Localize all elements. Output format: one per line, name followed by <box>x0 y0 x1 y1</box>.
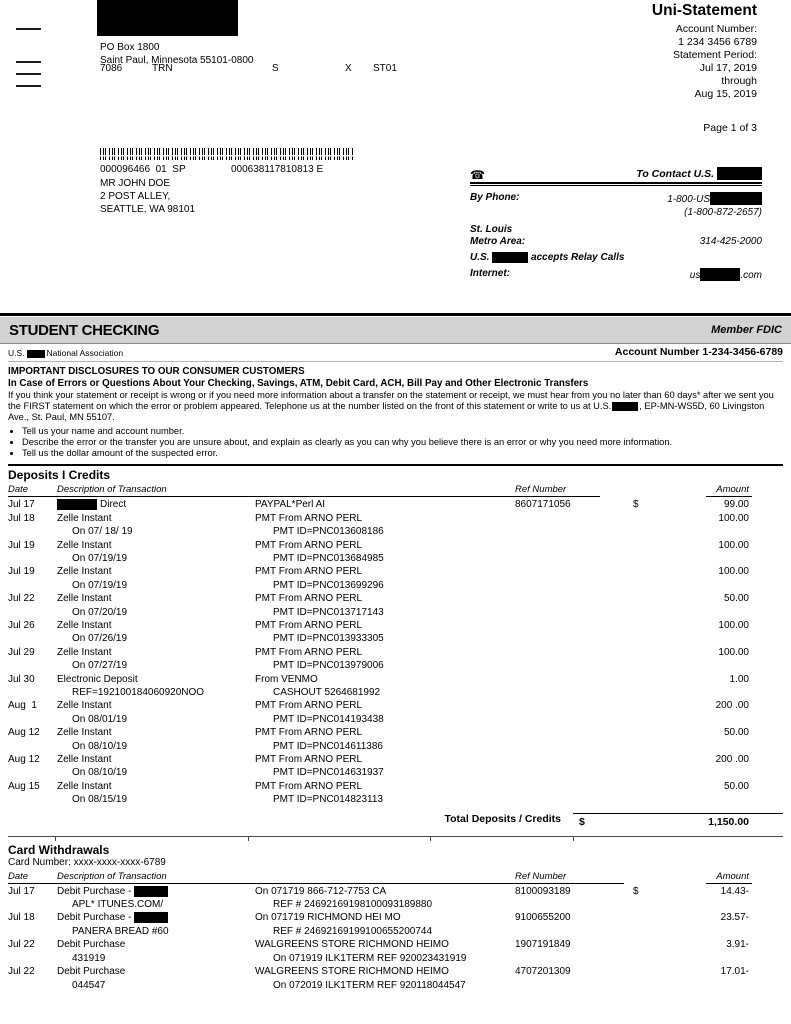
disclosures-bullets <box>12 426 783 460</box>
mail-mark <box>16 85 41 87</box>
currency-sign <box>633 592 647 619</box>
detail-line2: PMT ID=PNC013933305 <box>273 633 384 645</box>
description-line1: Zelle Instant <box>57 566 112 578</box>
contact-metro-row <box>470 236 762 247</box>
detail-line2: On 071919 ILK1TERM REF 920023431919 <box>273 952 467 964</box>
product-name: STUDENT CHECKING <box>9 321 160 339</box>
transaction-ref <box>515 592 633 619</box>
description-line1: Direct <box>57 499 126 510</box>
transaction-amount: 100.00 <box>718 646 749 658</box>
deposits-top-rule <box>8 464 783 466</box>
disclosures <box>8 366 783 459</box>
transaction-ref <box>515 619 633 646</box>
recipient-name: MR JOHN DOE <box>100 178 170 189</box>
bank-logo-redacted <box>97 0 238 36</box>
transaction-description <box>57 565 255 592</box>
mail-code: 7086 <box>100 63 123 74</box>
transaction-description <box>57 498 255 511</box>
col-ref: Ref Number <box>515 870 567 882</box>
band-top-rule <box>0 313 791 316</box>
sender-address <box>100 42 253 67</box>
description-line2: On 08/01/19 <box>72 713 128 725</box>
transaction-row <box>8 673 783 700</box>
contact-phone-alt-row <box>470 207 762 218</box>
region-line1: St. Louis <box>470 224 513 235</box>
detail-line1: PMT From ARNO PERL <box>255 539 363 551</box>
redacted-box <box>717 167 762 180</box>
transaction-description <box>57 885 255 912</box>
transaction-ref <box>515 512 633 539</box>
transaction-ref: 1907191849 <box>515 939 571 951</box>
mail-mark <box>16 61 41 63</box>
transaction-date: Jul 18 <box>8 512 35 524</box>
detail-line2: PMT ID=PNC013979006 <box>273 660 384 672</box>
transaction-description <box>57 512 255 539</box>
description-line1: Zelle Instant <box>57 593 112 605</box>
mail-code: X <box>345 63 352 74</box>
period-start: Jul 17, 2019 <box>699 62 757 74</box>
transaction-row <box>8 885 783 912</box>
statement-body <box>0 313 791 992</box>
disclosure-bullet: • Tell us your name and account number. <box>22 426 783 437</box>
transaction-row <box>8 646 783 673</box>
description-line2: On 07/26/19 <box>72 633 128 645</box>
description-line2: On 07/27/19 <box>72 660 128 672</box>
deposits-total-row <box>8 813 783 828</box>
contact-internet-row <box>470 268 762 281</box>
contact-phone-row <box>470 192 762 205</box>
description-line2: PANERA BREAD #60 <box>72 925 169 937</box>
detail-line2: REF # 24692169199100655200744 <box>273 925 433 937</box>
redacted-box <box>134 886 168 897</box>
currency-sign <box>633 938 647 965</box>
deposits-rows <box>8 498 783 806</box>
transaction-amount: 14.43- <box>720 885 749 897</box>
transaction-date: Aug 12 <box>8 727 40 739</box>
description-line1: Zelle Instant <box>57 727 112 739</box>
transaction-row <box>8 619 783 646</box>
transaction-row <box>8 699 783 726</box>
description-line1: Debit Purchase - <box>57 912 168 923</box>
contact-title-text: To Contact U.S. <box>636 168 715 180</box>
withdrawals-header-row <box>8 871 783 884</box>
section-separator <box>8 836 783 842</box>
address-barcode <box>100 148 353 160</box>
transaction-row <box>8 498 783 511</box>
transaction-date: Jul 22 <box>8 939 35 951</box>
deposits-header-row <box>8 484 783 497</box>
redacted-box <box>57 499 97 510</box>
detail-line2: PMT ID=PNC014631937 <box>273 767 384 779</box>
transaction-amount: 50.00 <box>723 593 749 605</box>
transaction-date: Jul 29 <box>8 646 35 658</box>
transaction-description <box>57 965 255 992</box>
transaction-description <box>57 619 255 646</box>
disclosure-bullet: • Describe the error or the transfer you are unsure about, and explain as clearly as you can why you believe there is an error or why you need more information. <box>22 437 783 448</box>
phone-value <box>667 192 762 205</box>
transaction-description <box>57 592 255 619</box>
currency-sign <box>633 565 647 592</box>
transaction-date: Jul 19 <box>8 566 35 578</box>
transaction-amount: 23.57- <box>720 912 749 924</box>
transaction-amount: 200 .00 <box>715 700 749 712</box>
transaction-date: Jul 22 <box>8 966 35 978</box>
currency-sign <box>633 512 647 539</box>
mail-mark <box>16 28 41 30</box>
disclosures-body-post: , EP-MN-WS5D, 60 Livingston Ave., St. Paul, MN 55107. <box>8 400 765 423</box>
contact-box <box>470 167 762 281</box>
detail-line1: PMT From ARNO PERL <box>255 646 363 658</box>
transaction-detail <box>255 780 515 807</box>
disclosures-body-pre: If you think your statement or receipt is wrong or if you need more information about a transfer on the statement or receipt, we must hear from you no later than 60 days* after we sent you the FIRST statement on which the error or problem appeared. Telephone us at the number listed on the front of this statement or write to us at U.S. <box>8 389 774 411</box>
relay-prefix: U.S. <box>470 252 490 263</box>
transaction-date: Jul 26 <box>8 619 35 631</box>
withdrawals-rows <box>8 885 783 992</box>
detail-line2: PMT ID=PNC013684985 <box>273 552 384 564</box>
transaction-amount: 100.00 <box>718 512 749 524</box>
detail-line1: PMT From ARNO PERL <box>255 700 363 712</box>
internet-prefix: us <box>689 270 701 281</box>
transaction-row <box>8 780 783 807</box>
transaction-amount: 50.00 <box>723 727 749 739</box>
detail-line1: WALGREENS STORE RICHMOND HEIMO <box>255 966 449 978</box>
description-line2: On 07/19/19 <box>72 579 128 591</box>
phone-icon: ☎ <box>470 168 485 182</box>
header-underline <box>8 883 624 884</box>
transaction-row <box>8 965 783 992</box>
currency-sign: $ <box>579 815 585 828</box>
description-line1: Zelle Instant <box>57 512 112 524</box>
detail-line2: On 072019 ILK1TERM REF 920118044547 <box>273 979 466 991</box>
transaction-row <box>8 512 783 539</box>
transaction-description <box>57 726 255 753</box>
transaction-amount: 3.91- <box>726 939 749 951</box>
header-underline <box>8 496 600 497</box>
detail-line2: PMT ID=PNC014193438 <box>273 713 384 725</box>
header-underline <box>706 883 752 884</box>
redacted-box <box>492 252 528 263</box>
detail-line2: PMT ID=PNC013608186 <box>273 526 384 538</box>
recipient-address <box>100 177 195 216</box>
mail-code: S <box>272 63 279 74</box>
routing-code-left: 000096466 01 SP <box>100 164 186 175</box>
detail-line2: CASHOUT 5264681992 <box>273 687 381 699</box>
currency-sign <box>633 699 647 726</box>
transaction-amount: 100.00 <box>718 539 749 551</box>
description-line2: On 07/20/19 <box>72 606 128 618</box>
detail-line2: PMT ID=PNC014823113 <box>273 794 383 806</box>
currency-sign: $ <box>633 885 639 897</box>
description-line1: Electronic Deposit <box>57 673 138 685</box>
detail-line1: PMT From ARNO PERL <box>255 593 363 605</box>
transaction-ref <box>515 780 633 807</box>
deposits-title: Deposits I Credits <box>8 468 111 483</box>
description-line1: Debit Purchase <box>57 966 126 978</box>
transaction-ref <box>515 565 633 592</box>
transaction-date: Aug 12 <box>8 754 40 766</box>
redacted-box <box>134 912 168 923</box>
transaction-row <box>8 726 783 753</box>
detail-line1: On 071719 866-712-7753 CA <box>255 885 387 897</box>
period-label: Statement Period: <box>672 49 757 61</box>
account-number-label: Account Number: <box>675 23 757 35</box>
description-line2: On 08/15/19 <box>72 794 128 806</box>
period-through: through <box>721 75 757 87</box>
detail-line1: On 071719 RICHMOND HEI MO <box>255 912 401 924</box>
transaction-detail <box>255 753 515 780</box>
detail-line1: From VENMO <box>255 673 318 685</box>
transaction-ref <box>515 673 633 700</box>
currency-sign <box>633 673 647 700</box>
description-line2: REF=192100184060920NOO <box>72 687 205 699</box>
transaction-description <box>57 938 255 965</box>
detail-line1: PAYPAL*Perl AI <box>255 499 326 511</box>
description-line2: On 08/10/19 <box>72 740 128 752</box>
sender-city: Saint Paul, Minnesota 55101-0800 <box>100 54 254 66</box>
description-line2: 044547 <box>72 979 106 991</box>
transaction-description <box>57 699 255 726</box>
redacted-box <box>700 268 740 281</box>
transaction-detail <box>255 498 515 511</box>
col-description: Description of Transaction <box>57 484 167 496</box>
currency-sign <box>633 780 647 807</box>
currency-sign <box>633 965 647 992</box>
card-number-line: Card Number: xxxx-xxxx-xxxx-6789 <box>8 856 166 868</box>
disclosures-heading: IMPORTANT DISCLOSURES TO OUR CONSUMER CUSTOMERS <box>8 366 305 377</box>
transaction-description <box>57 753 255 780</box>
sender-po-box: PO Box 1800 <box>100 42 160 53</box>
transaction-date: Jul 19 <box>8 539 35 551</box>
description-line2: On 08/10/19 <box>72 767 128 779</box>
detail-line1: PMT From ARNO PERL <box>255 727 363 739</box>
deposits-total-amount: 1,150.00 <box>708 815 749 828</box>
transaction-description <box>57 646 255 673</box>
metro-phone: 314-425-2000 <box>699 236 762 247</box>
transaction-row <box>8 592 783 619</box>
description-line1: Zelle Instant <box>57 700 112 712</box>
transaction-amount: 99.00 <box>723 499 749 511</box>
deposits-total-box <box>573 813 783 828</box>
transaction-detail <box>255 726 515 753</box>
transaction-date: Aug 1 <box>8 700 37 712</box>
by-phone-label: By Phone: <box>470 192 520 203</box>
col-amount: Amount <box>716 870 749 882</box>
currency-sign <box>633 646 647 673</box>
withdrawals-title: Card Withdrawals <box>8 842 110 857</box>
description-line1: Zelle Instant <box>57 754 112 766</box>
transaction-amount: 100.00 <box>718 566 749 578</box>
band-account-number: Account Number 1-234-3456-6789 <box>614 346 783 358</box>
contact-title <box>636 167 762 180</box>
detail-line2: PMT ID=PNC013699296 <box>273 579 384 591</box>
transaction-detail <box>255 699 515 726</box>
transaction-detail <box>255 938 515 965</box>
metro-label: Metro Area: <box>470 236 526 247</box>
mail-mark <box>16 73 41 75</box>
col-ref: Ref Number <box>515 484 567 496</box>
transaction-ref: 9100655200 <box>515 912 571 924</box>
disclosures-subheading: In Case of Errors or Questions About Your Checking, Savings, ATM, Debit Card, ACH, Bill Pay and Other Electronic Transfers <box>8 377 589 389</box>
transaction-amount: 50.00 <box>723 780 749 792</box>
transaction-detail <box>255 673 515 700</box>
transaction-ref <box>515 539 633 566</box>
statement-header <box>652 2 757 134</box>
transaction-description <box>57 780 255 807</box>
internet-label: Internet: <box>470 268 510 279</box>
transaction-row <box>8 753 783 780</box>
transaction-row <box>8 938 783 965</box>
redacted-box <box>710 192 762 205</box>
transaction-amount: 200 .00 <box>715 754 749 766</box>
currency-sign <box>633 539 647 566</box>
relay-line <box>470 252 762 263</box>
contact-divider <box>470 182 762 186</box>
description-line1: Debit Purchase <box>57 939 126 951</box>
transaction-amount: 17.01- <box>720 966 749 978</box>
description-line1: Zelle Instant <box>57 646 112 658</box>
col-date: Date <box>8 484 29 496</box>
transaction-detail <box>255 512 515 539</box>
account-product-band <box>0 317 791 344</box>
detail-line1: PMT From ARNO PERL <box>255 619 363 631</box>
bank-association-row <box>8 346 783 362</box>
bank-prefix: U.S. <box>8 348 25 358</box>
transaction-ref: 8607171056 <box>515 499 571 511</box>
currency-sign <box>633 911 647 938</box>
transaction-detail <box>255 885 515 912</box>
bank-name <box>8 348 123 358</box>
transaction-detail <box>255 592 515 619</box>
page-number: Page 1 of 3 <box>703 122 757 134</box>
transaction-date: Jul 17 <box>8 885 35 897</box>
transaction-detail <box>255 965 515 992</box>
description-line1: Debit Purchase - <box>57 886 168 897</box>
member-fdic: Member FDIC <box>711 324 782 336</box>
detail-line2: PMT ID=PNC013717143 <box>273 606 384 618</box>
transaction-row <box>8 565 783 592</box>
internet-value <box>690 268 762 281</box>
detail-line2: PMT ID=PNC014611386 <box>273 740 383 752</box>
description-line2: APL* ITUNES.COM/ <box>72 899 164 911</box>
phone-alt: (1-800-872-2657) <box>684 207 762 218</box>
transaction-date: Jul 17 <box>8 499 35 511</box>
transaction-description <box>57 539 255 566</box>
transaction-ref <box>515 753 633 780</box>
redacted-box <box>27 350 45 358</box>
col-description: Description of Transaction <box>57 870 167 882</box>
currency-sign <box>633 726 647 753</box>
transaction-detail <box>255 565 515 592</box>
currency-sign: $ <box>633 499 639 511</box>
transaction-row <box>8 539 783 566</box>
description-line2: 431919 <box>72 952 106 964</box>
transaction-amount: 100.00 <box>718 619 749 631</box>
detail-line1: WALGREENS STORE RICHMOND HEIMO <box>255 939 449 951</box>
transaction-description <box>57 911 255 938</box>
mail-code: ST01 <box>373 63 397 74</box>
bank-suffix: National Association <box>46 348 124 358</box>
transaction-ref <box>515 726 633 753</box>
header-underline <box>706 496 752 497</box>
detail-line1: PMT From ARNO PERL <box>255 512 363 524</box>
detail-line2: REF # 24692169198100093189880 <box>273 899 433 911</box>
currency-sign <box>633 753 647 780</box>
description-line1: Zelle Instant <box>57 619 112 631</box>
transaction-ref: 8100093189 <box>515 885 571 897</box>
description-line1: Zelle Instant <box>57 539 112 551</box>
internet-suffix: .com <box>740 270 762 281</box>
transaction-detail <box>255 539 515 566</box>
relay-text: accepts Relay Calls <box>531 252 625 263</box>
detail-line1: PMT From ARNO PERL <box>255 780 363 792</box>
transaction-ref <box>515 699 633 726</box>
currency-sign <box>633 619 647 646</box>
transaction-detail <box>255 911 515 938</box>
transaction-detail <box>255 619 515 646</box>
transaction-date: Jul 30 <box>8 673 35 685</box>
description-line1: Zelle Instant <box>57 780 112 792</box>
transaction-ref: 4707201309 <box>515 966 571 978</box>
detail-line1: PMT From ARNO PERL <box>255 754 363 766</box>
detail-line1: PMT From ARNO PERL <box>255 566 363 578</box>
deposits-total-label: Total Deposits / Credits <box>444 812 561 825</box>
col-amount: Amount <box>716 484 749 496</box>
phone-prefix: 1-800-US <box>667 194 710 205</box>
description-line2: On 07/ 18/ 19 <box>72 526 133 538</box>
routing-code-right: 000638117810813 E <box>231 164 324 175</box>
transaction-description <box>57 673 255 700</box>
description-line2: On 07/19/19 <box>72 552 128 564</box>
redacted-box <box>612 402 638 411</box>
transaction-date: Aug 15 <box>8 780 40 792</box>
recipient-city: SEATTLE, WA 98101 <box>100 204 196 215</box>
col-date: Date <box>8 870 29 882</box>
contact-title-row <box>470 167 762 180</box>
statement-title: Uni-Statement <box>651 2 757 19</box>
transaction-date: Jul 18 <box>8 912 35 924</box>
transaction-amount: 1.00 <box>729 673 749 685</box>
disclosures-body <box>8 390 783 424</box>
period-end: Aug 15, 2019 <box>694 88 757 100</box>
mail-code: TRN <box>152 63 173 74</box>
transaction-ref <box>515 646 633 673</box>
account-number: 1 234 3456 6789 <box>678 36 757 48</box>
recipient-street: 2 POST ALLEY, <box>100 191 171 202</box>
disclosure-bullet: • Tell us the dollar amount of the suspected error. <box>22 448 783 459</box>
transaction-row <box>8 911 783 938</box>
transaction-date: Jul 22 <box>8 593 35 605</box>
transaction-detail <box>255 646 515 673</box>
